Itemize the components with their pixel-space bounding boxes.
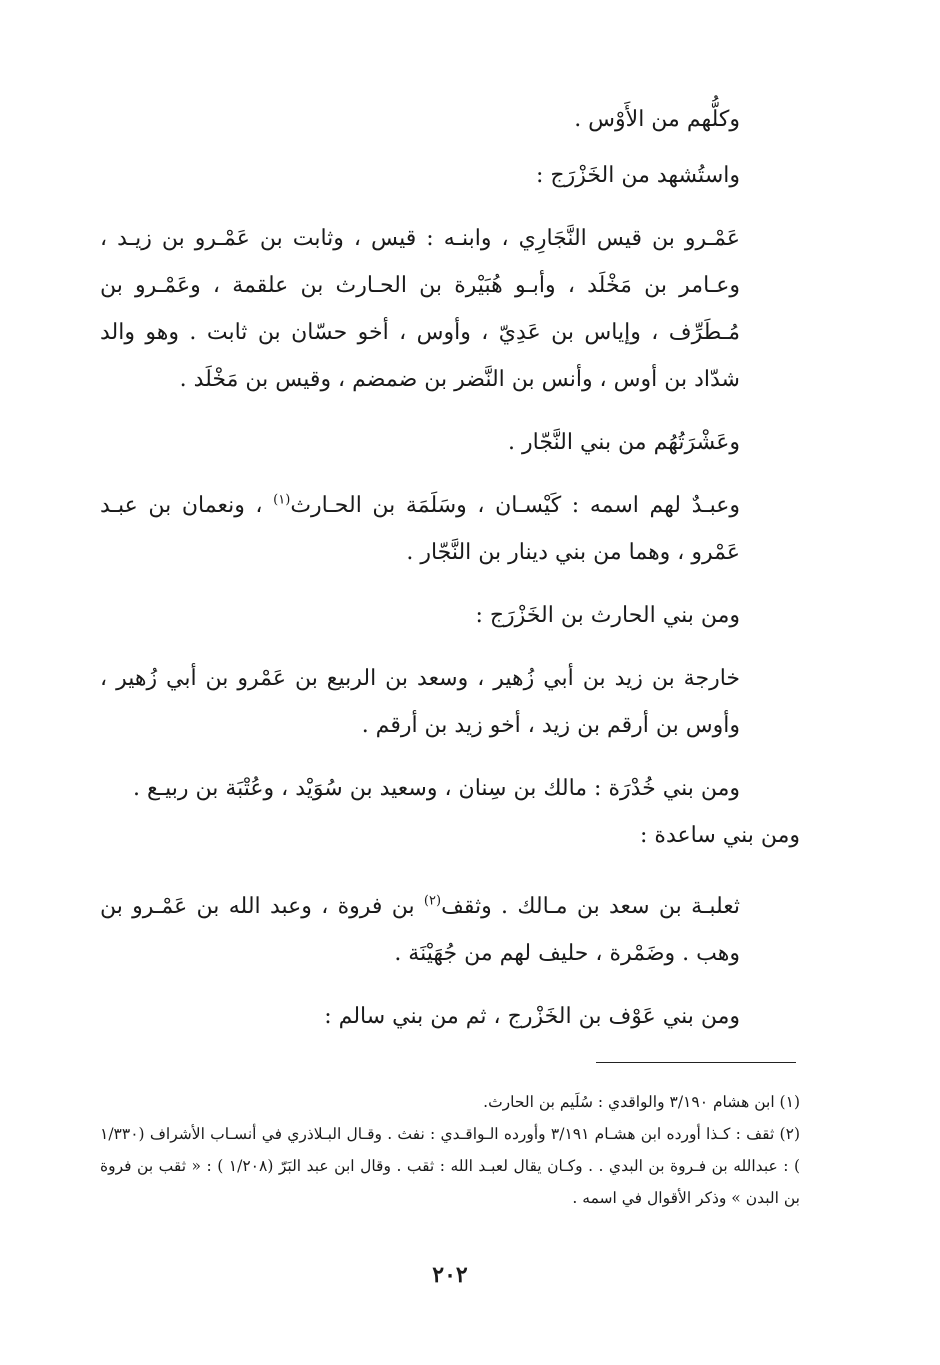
footnote-ref-2[interactable]: (٢) [423, 893, 442, 909]
paragraph-harith-heading: ومن بني الحارث بن الخَزْرَج : [475, 603, 740, 628]
footnote-1: (١) ابن هشام ٣/١٩٠ والواقدي : سُلَيم بن الحارث. [483, 1093, 800, 1111]
footnotes [100, 1086, 800, 1214]
paragraph-saida-after: بن فروة ، وعبد الله بن عَمْـرو بن وهب . وضَمْرة ، حليف لهم من جُهَيْنَة . [100, 894, 740, 966]
footnote-divider [596, 1062, 796, 1063]
paragraph-kaysan-after: ، ونعمان بن عبـد عَمْرو ، وهما من بني دينار بن النَّجّار . [100, 493, 740, 565]
footnote-2: (٢) ثقف : كـذا أورده ابن هشـام ٣/١٩١ وأورده الـواقـدي : نفث . وقـال البـلاذري في أنسـاب الأشراف (١/٣٣٠ ) : عبدالله بن فـروة بن البدي . . وكـان يقال لعبـد الله : ثقب . وقال ابن عبد البَرّ (١/٢٠٨ ) : « ثقب بن فروة بن البدن » وذكر الأقوال في اسمه . [100, 1125, 801, 1207]
paragraph-saida-heading: ومن بني ساعدة : [640, 823, 800, 848]
paragraph-harith-martyrs: خارجة بن زيد بن أبي زُهير ، وسعد بن الربيع بن عَمْرو بن أبي زُهير ، وأوس بن أرقم بن زيد ، أخو زيد بن أرقم . [100, 666, 740, 738]
paragraph-saida-martyrs [100, 883, 800, 977]
paragraph-khudra: ومن بني خُدْرَة : مالك بن سِنان ، وسعيد بن سُوَيْد ، وعُتْبَة بن ربيـع . [132, 776, 740, 801]
paragraph-najjar-count: وعَشْرَتُهُم من بني النَّجّار . [508, 430, 740, 455]
paragraph-khazraj-heading: واستُشهد من الخَزْرَج : [535, 163, 740, 188]
paragraph-khazraj-martyrs: عَمْـرو بن قيس النَّجَارِي ، وابنـه : قيس ، وثابت بن عَمْـرو بن زيـد ، وعـامر بن مَخْلَد ، وأبـو هُبَيْرة بن الحـارث بن علقمة ، وعَمْـرو بن مُـطَرِّف ، وإياس بن عَدِيّ ، وأوس ، أخو حسّان بن ثابت . وهو والد شدّاد بن أوس ، وأنس بن النَّضر بن ضمضم ، وقيس بن مَخْلَد . [100, 226, 740, 392]
paragraph-kaysan-before: وعبـدٌ لهم اسمه : كَيْسـان ، وسَلَمَة بن الحـارث [290, 493, 741, 518]
page-body [100, 96, 800, 1336]
footnote-ref-1[interactable]: (١) [273, 492, 291, 508]
paragraph-saida-before: ثعلبـة بن سعد بن مـالك . وثقف [441, 894, 740, 919]
page-number: ٢٠٢ [432, 1262, 468, 1288]
paragraph-aws-summary: وكلُّهم من الأَوْس . [574, 107, 740, 132]
paragraph-kaysan [100, 482, 800, 576]
paragraph-awf-heading: ومن بني عَوْف بن الخَزْرج ، ثم من بني سالم : [324, 1004, 740, 1029]
